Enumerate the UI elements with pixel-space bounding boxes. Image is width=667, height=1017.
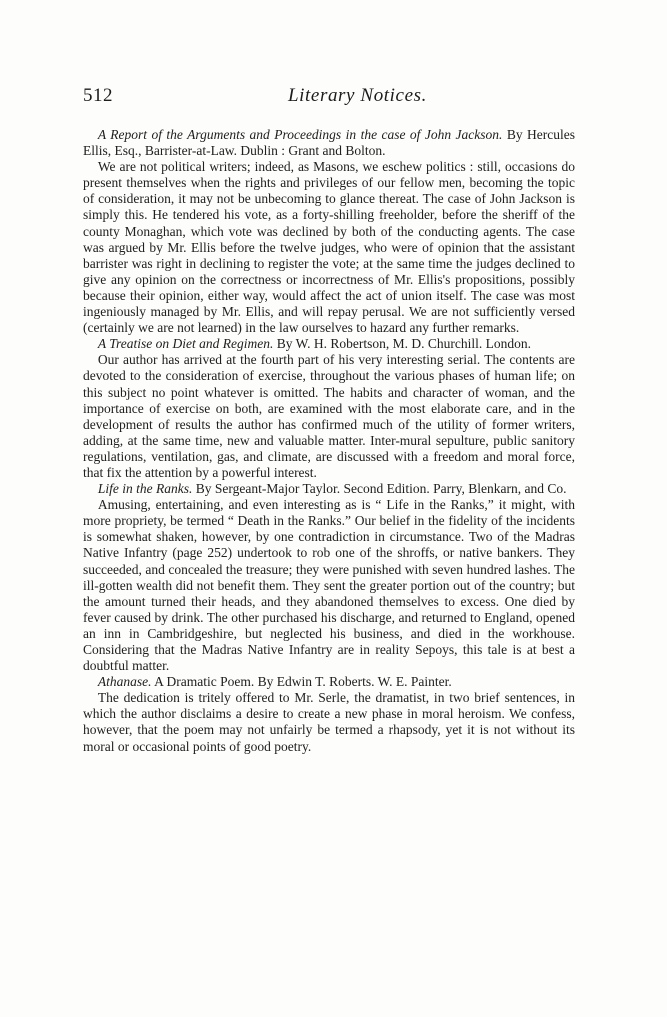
notice-heading — [83, 674, 575, 690]
notice-byline: A Dramatic Poem. By Edwin T. Roberts. W. E. Painter. — [151, 674, 452, 690]
notice-title: A Treatise on Diet and Regimen. — [97, 336, 274, 352]
notice-title: A Report of the Arguments and Proceedings in the case of John Jackson. — [97, 127, 503, 142]
page-number: 512 — [83, 85, 113, 106]
page-body — [83, 127, 575, 755]
notice-heading — [83, 336, 575, 352]
notice-body: We are not political writers; indeed, as Masons, we eschew politics : still, occasions do present themselves when the rights and privileges of our fellow men, becoming the topic of consideration, it may not be unbecoming to glance thereat. The case of John Jackson is simply this. He tendered his vote, as a forty-shilling freeholder, before the sheriff of the county Monaghan, which vote was declined by both of the conducting agents. The case was argued by Mr. Ellis before the twelve judges, who were of opinion that the assistant barrister was right in declining to register the vote; at the same time the judges declined to give any opinion on the correctness or incorrectness of Mr. Ellis's propositions, possibly because their opinion, either way, would affect the act of union itself. The case was most ingeniously managed by Mr. Ellis, and will repay perusal. We are not sufficiently versed (certainly we are not learned) in the law ourselves to hazard any further remarks. — [83, 159, 575, 336]
notice-title: Life in the Ranks. — [97, 481, 193, 497]
page-header — [83, 85, 575, 113]
notice-heading — [83, 481, 575, 497]
notice-body: The dedication is tritely offered to Mr. Serle, the dramatist, in two brief sentences, in which the author disclaims a desire to create a new phase in moral heroism. We confess, however, that the poem may not unfairly be termed a rhapsody, yet it is not without its moral or occasional points of good poetry. — [83, 690, 575, 754]
notice-body: Amusing, entertaining, and even interesting as is “ Life in the Ranks,” it might, with more propriety, be termed “ Death in the Ranks.” Our belief in the fidelity of the incidents is somewhat shaken, however, by one contradiction in circumstance. Two of the Madras Native Infantry (page 252) undertook to rob one of the shroffs, or native bankers. They succeeded, and concealed the treasure; they were punished with seven hundred lashes. The ill-gotten wealth did not benefit them. They sent the greater portion out of the country; but the amount turned their heads, and they abandoned themselves to excess. One died by fever caused by drink. The other purchased his discharge, and returned to England, opened an inn in Cambridgeshire, but neglected his business, and died in the workhouse. Considering that the Madras Native Infantry are in reality Sepoys, this tale is at best a doubtful matter. — [83, 497, 575, 674]
notice-byline: By Hercules Ellis, Esq., Barrister-at-Law. Dublin : Grant and Bolton. — [83, 127, 575, 159]
notice-title: Athanase. — [97, 674, 152, 690]
notice-byline: By W. H. Robertson, M. D. Churchill. London. — [273, 336, 531, 352]
notice-body: Our author has arrived at the fourth part of his very interesting serial. The contents are devoted to the consideration of exercise, throughout the various phases of human life; on this subject no point whatever is omitted. The habits and character of woman, and the importance of exercise on both, are examined with the most elaborate care, and in the development of results the author has confirmed much of the utility of former writers, adding, at the same time, new and valuable matter. Inter-mural sepulture, public sanitory regulations, ventilation, gas, and climate, are discussed with a freedom and moral force, that fix the attention by a powerful interest. — [83, 352, 575, 480]
notice-heading — [83, 127, 575, 159]
running-title: Literary Notices. — [288, 85, 427, 106]
notice-byline: By Sergeant-Major Taylor. Second Edition. Parry, Blenkarn, and Co. — [192, 481, 567, 497]
